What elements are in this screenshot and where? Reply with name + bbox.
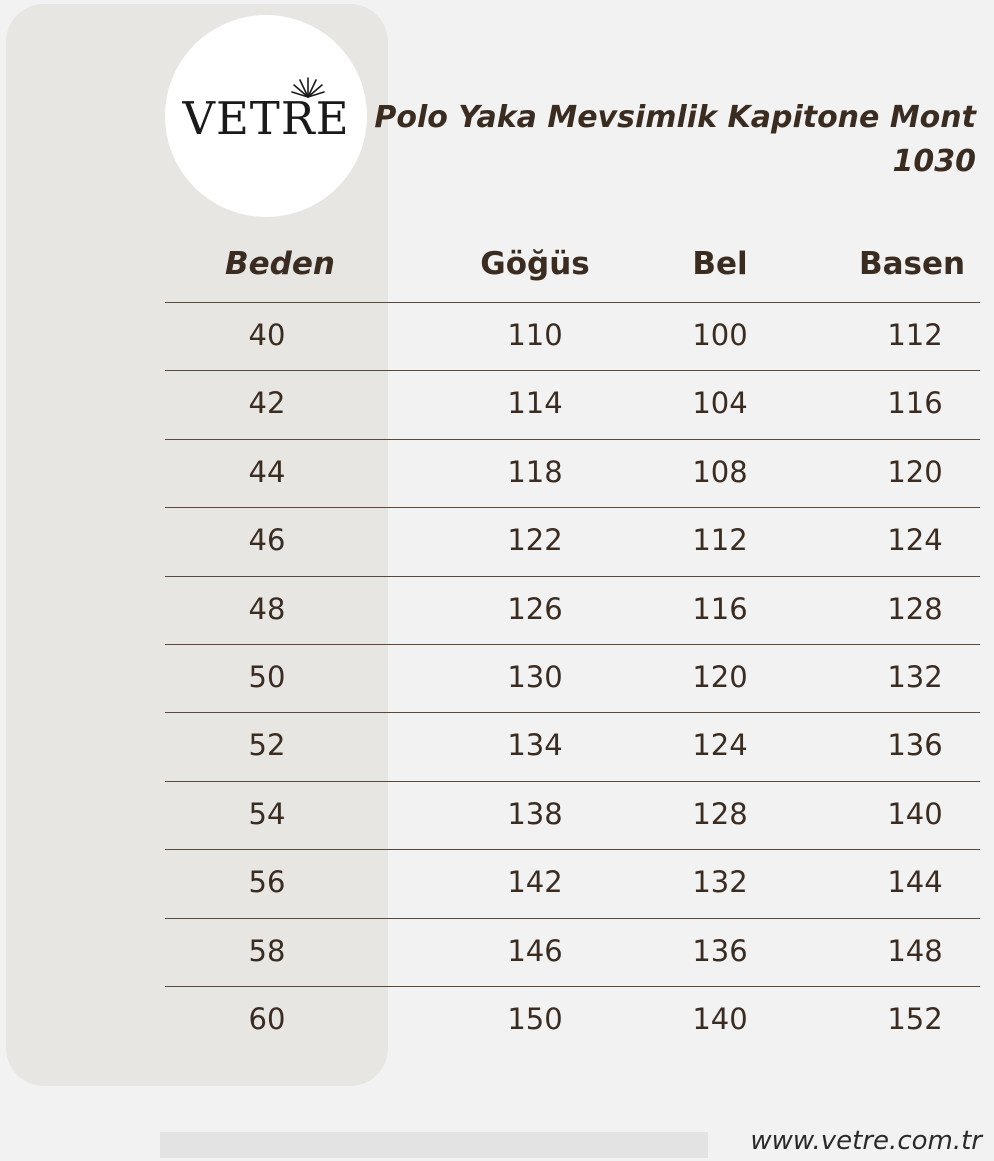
header-gogus: Göğüs: [480, 246, 590, 282]
website-link[interactable]: www.vetre.com.tr: [750, 1126, 982, 1156]
logo-wordmark: [182, 92, 349, 145]
cell-gogus: 130: [507, 660, 563, 694]
row-divider: [165, 507, 980, 508]
cell-beden: 60: [248, 1002, 286, 1036]
cell-gogus: 138: [507, 796, 563, 831]
table-row: [165, 507, 980, 575]
product-code: 1030: [892, 144, 976, 179]
cell-beden: 40: [248, 318, 286, 352]
cell-beden: 50: [248, 660, 286, 694]
cell-basen: 132: [887, 660, 943, 694]
cell-beden: 42: [248, 386, 286, 421]
cell-basen: 144: [887, 865, 943, 900]
cell-bel: 116: [692, 591, 748, 626]
row-divider: [165, 644, 980, 645]
cell-bel: 108: [692, 454, 748, 489]
cell-basen: 128: [887, 591, 943, 626]
cell-gogus: 142: [507, 865, 563, 900]
cell-bel: 104: [692, 386, 748, 421]
cell-gogus: 126: [507, 591, 563, 626]
cell-beden: 46: [248, 523, 286, 558]
cell-gogus: 114: [507, 386, 563, 421]
cell-beden: 54: [248, 796, 286, 831]
row-divider: [165, 439, 980, 440]
table-row: [165, 849, 980, 917]
product-title-line1: Polo Yaka Mevsimlik Kapitone Mont: [374, 100, 976, 135]
row-divider: [165, 849, 980, 850]
cell-beden: 48: [248, 591, 286, 626]
cell-bel: 112: [692, 523, 748, 558]
cell-basen: 152: [887, 1002, 943, 1036]
cell-basen: 148: [887, 933, 943, 968]
cell-bel: 132: [692, 865, 748, 900]
cell-beden: 56: [248, 865, 286, 900]
cell-bel: 124: [692, 728, 748, 763]
header-bel: Bel: [692, 246, 748, 282]
table-row: [165, 439, 980, 507]
cell-bel: 140: [692, 1002, 748, 1036]
cell-gogus: 134: [507, 728, 563, 763]
row-divider: [165, 370, 980, 371]
row-divider: [165, 918, 980, 919]
product-title: [336, 96, 976, 184]
header-basen: Basen: [858, 246, 966, 282]
cell-basen: 124: [887, 523, 943, 558]
row-divider: [165, 302, 980, 303]
table-row: [165, 370, 980, 438]
cell-gogus: 146: [507, 933, 563, 968]
logo-text: VETRE: [182, 91, 350, 145]
palm-leaf-icon: [291, 76, 325, 98]
cell-beden: 44: [248, 454, 286, 489]
cell-basen: 120: [887, 454, 943, 489]
table-row: [165, 986, 980, 1054]
cell-bel: 120: [692, 660, 748, 694]
row-divider: [165, 986, 980, 987]
cell-beden: 52: [248, 728, 286, 763]
table-row: [165, 712, 980, 780]
cell-bel: 136: [692, 933, 748, 968]
row-divider: [165, 712, 980, 713]
cell-gogus: 118: [507, 454, 563, 489]
table-row: [165, 576, 980, 644]
cell-basen: 116: [887, 386, 943, 421]
cell-gogus: 122: [507, 523, 563, 558]
cell-beden: 58: [248, 933, 286, 968]
cell-bel: 128: [692, 796, 748, 831]
table-header: [165, 240, 980, 300]
footer-bar: [160, 1132, 708, 1158]
cell-basen: 140: [887, 796, 943, 831]
table-row: [165, 302, 980, 370]
cell-basen: 136: [887, 728, 943, 763]
header-beden: Beden: [225, 246, 335, 282]
table-row: [165, 918, 980, 986]
cell-basen: 112: [887, 318, 943, 352]
row-divider: [165, 781, 980, 782]
cell-bel: 100: [692, 318, 748, 352]
table-row: [165, 644, 980, 712]
cell-gogus: 110: [507, 318, 563, 352]
cell-gogus: 150: [507, 1002, 563, 1036]
table-row: [165, 781, 980, 849]
row-divider: [165, 576, 980, 577]
